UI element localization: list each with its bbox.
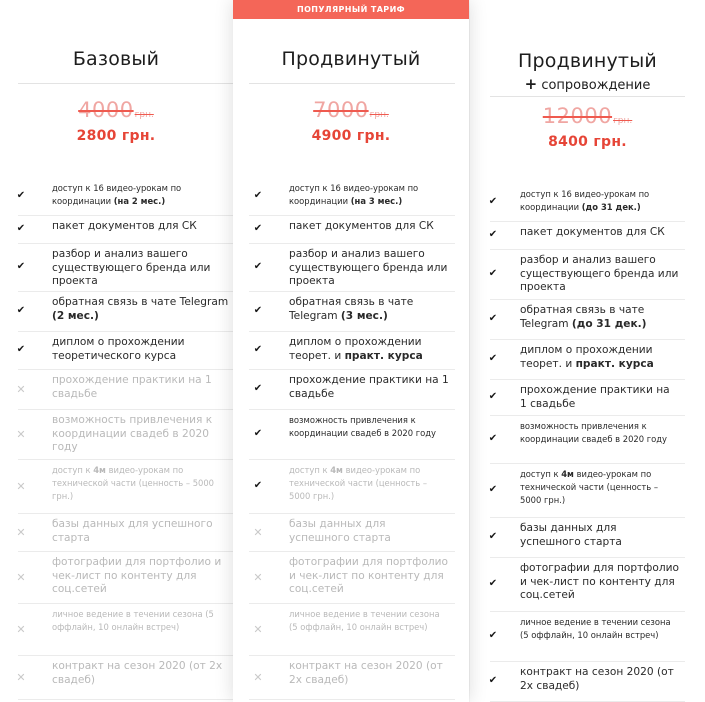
feature-text: доступ к 16 видео-урокам по координации (до 31 дек.) [520,189,650,212]
check-icon: ✔ [488,433,498,444]
feature-text: пакет документов для СК [520,226,665,238]
feature-item [249,244,455,292]
new-price: 8400 грн. [548,134,627,150]
feature-text: пакет документов для СК [289,220,434,232]
cross-icon: ✕ [253,670,263,684]
cross-icon: ✕ [253,525,263,539]
feature-item [490,184,685,222]
feature-text: доступ к 4м видео-урокам по технической части (ценность – 5000 грн.) [520,469,659,505]
cross-icon: ✕ [16,479,26,493]
feature-item [490,612,685,662]
feature-text: пакет документов для СК [52,220,197,232]
new-price: 2800 грн. [76,128,156,144]
cross-icon: ✕ [16,670,26,684]
feature-text: диплом о прохождении теорет. и практ. курса [520,344,654,370]
check-icon: ✔ [488,531,498,542]
feature-item [490,464,685,518]
row-divider [249,699,455,700]
feature-item [18,514,240,552]
plan-card-premium [470,0,705,702]
feature-text: возможность привлечения к координации свадеб в 2020 году [52,414,213,454]
row-divider [18,699,240,700]
check-icon: ✔ [16,305,26,316]
check-icon: ✔ [253,190,263,201]
feature-item [249,514,455,552]
feature-text: разбор и анализ вашего существующего бренда или проекта [520,254,679,294]
cross-icon: ✕ [253,570,263,584]
feature-item [249,656,455,700]
feature-item [249,216,455,244]
feature-text: диплом о прохождении теорет. и практ. курса [289,336,423,362]
cross-icon: ✕ [16,622,26,636]
feature-text: контракт на сезон 2020 (от 2х свадеб) [289,660,443,686]
feature-text: личное ведение в течении сезона (5 оффлайн, 10 онлайн встреч) [520,617,671,640]
check-icon: ✔ [253,383,263,394]
feature-item [18,332,240,370]
check-icon: ✔ [253,305,263,316]
check-icon: ✔ [16,344,26,355]
feature-item [18,552,240,604]
feature-item [490,340,685,380]
feature-text: личное ведение в течении сезона (5 оффлайн, 10 онлайн встреч) [289,609,440,632]
check-icon: ✔ [253,428,263,439]
check-icon: ✔ [253,344,263,355]
feature-text: разбор и анализ вашего существующего бренда или проекта [289,248,448,288]
popular-badge: ПОПУЛЯРНЫЙ ТАРИФ [233,0,469,19]
feature-text: возможность привлечения к координации свадеб в 2020 году [289,415,437,438]
feature-text: обратная связь в чате Telegram (3 мес.) [289,296,414,322]
feature-text: контракт на сезон 2020 (от 2х свадеб) [52,660,223,686]
feature-item [490,300,685,340]
title-divider [490,96,685,97]
check-icon: ✔ [488,268,498,279]
feature-item [18,460,240,514]
check-icon: ✔ [488,229,498,240]
plan-subtitle: + сопровождение [524,75,651,93]
feature-item [249,604,455,656]
check-icon: ✔ [253,223,263,234]
feature-text: диплом о прохождении теоретического курса [52,336,185,362]
cross-icon: ✕ [16,525,26,539]
feature-item [490,518,685,558]
old-price: 4000грн. [78,98,154,122]
check-icon: ✔ [16,190,26,201]
feature-item [18,178,240,216]
feature-item [18,604,240,656]
feature-item [249,370,455,410]
feature-item [490,250,685,300]
feature-item [249,332,455,370]
feature-text: возможность привлечения к координации свадеб в 2020 году [520,421,668,444]
feature-text: разбор и анализ вашего существующего бренда или проекта [52,248,211,288]
feature-text: фотографии для портфолио и чек-лист по контенту для соц.сетей [520,562,679,602]
plan-title: Продвинутый [518,50,657,72]
check-icon: ✔ [16,261,26,272]
old-price: 12000грн. [542,104,633,128]
feature-text: доступ к 16 видео-урокам по координации (на 3 мес.) [289,183,419,206]
feature-item [490,662,685,702]
feature-text: прохождение практики на 1 свадьбе [52,374,212,400]
check-icon: ✔ [253,261,263,272]
title-divider [249,83,455,84]
feature-item [18,410,240,460]
check-icon: ✔ [488,630,498,641]
plan-title: Базовый [72,48,160,70]
feature-text: доступ к 4м видео-урокам по технической части (ценность – 5000 грн.) [52,465,215,501]
feature-item [249,410,455,460]
feature-text: фотографии для портфолио и чек-лист по контенту для соц.сетей [52,556,222,596]
feature-item [18,292,240,332]
feature-item [490,380,685,416]
check-icon: ✔ [488,353,498,364]
feature-item [18,244,240,292]
feature-item [18,216,240,244]
feature-text: прохождение практики на 1 свадьбе [520,384,670,410]
plan-title: Продвинутый [281,48,421,70]
feature-item [490,222,685,250]
feature-item [249,178,455,216]
cross-icon: ✕ [16,382,26,396]
feature-text: базы данных для успешного старта [52,518,213,544]
check-icon: ✔ [16,223,26,234]
feature-item [490,416,685,464]
feature-text: обратная связь в чате Telegram (до 31 дек.) [520,304,647,330]
feature-text: прохождение практики на 1 свадьбе [289,374,449,400]
check-icon: ✔ [488,391,498,402]
plan-card-basic [0,0,232,702]
feature-text: контракт на сезон 2020 (от 2х свадеб) [520,666,674,692]
feature-item [490,558,685,612]
feature-text: базы данных для успешного старта [289,518,391,544]
feature-item [249,552,455,604]
old-price: 7000грн. [313,98,389,122]
feature-item [249,292,455,332]
feature-text: обратная связь в чате Telegram (2 мес.) [52,296,229,322]
feature-text: базы данных для успешного старта [520,522,622,548]
feature-text: доступ к 4м видео-урокам по технической части (ценность – 5000 грн.) [289,465,428,501]
feature-item [18,656,240,700]
check-icon: ✔ [488,484,498,495]
feature-item [249,460,455,514]
plan-card-advanced [233,0,469,702]
feature-text: личное ведение в течении сезона (5 оффлайн, 10 онлайн встреч) [52,609,214,632]
feature-text: фотографии для портфолио и чек-лист по контенту для соц.сетей [289,556,448,596]
title-divider [18,83,240,84]
check-icon: ✔ [488,196,498,207]
cross-icon: ✕ [253,622,263,636]
cross-icon: ✕ [16,427,26,441]
check-icon: ✔ [488,578,498,589]
feature-text: доступ к 16 видео-урокам по координации (на 2 мес.) [52,183,182,206]
cross-icon: ✕ [16,570,26,584]
check-icon: ✔ [488,675,498,686]
new-price: 4900 грн. [311,128,391,144]
check-icon: ✔ [488,313,498,324]
feature-item [18,370,240,410]
check-icon: ✔ [253,480,263,491]
